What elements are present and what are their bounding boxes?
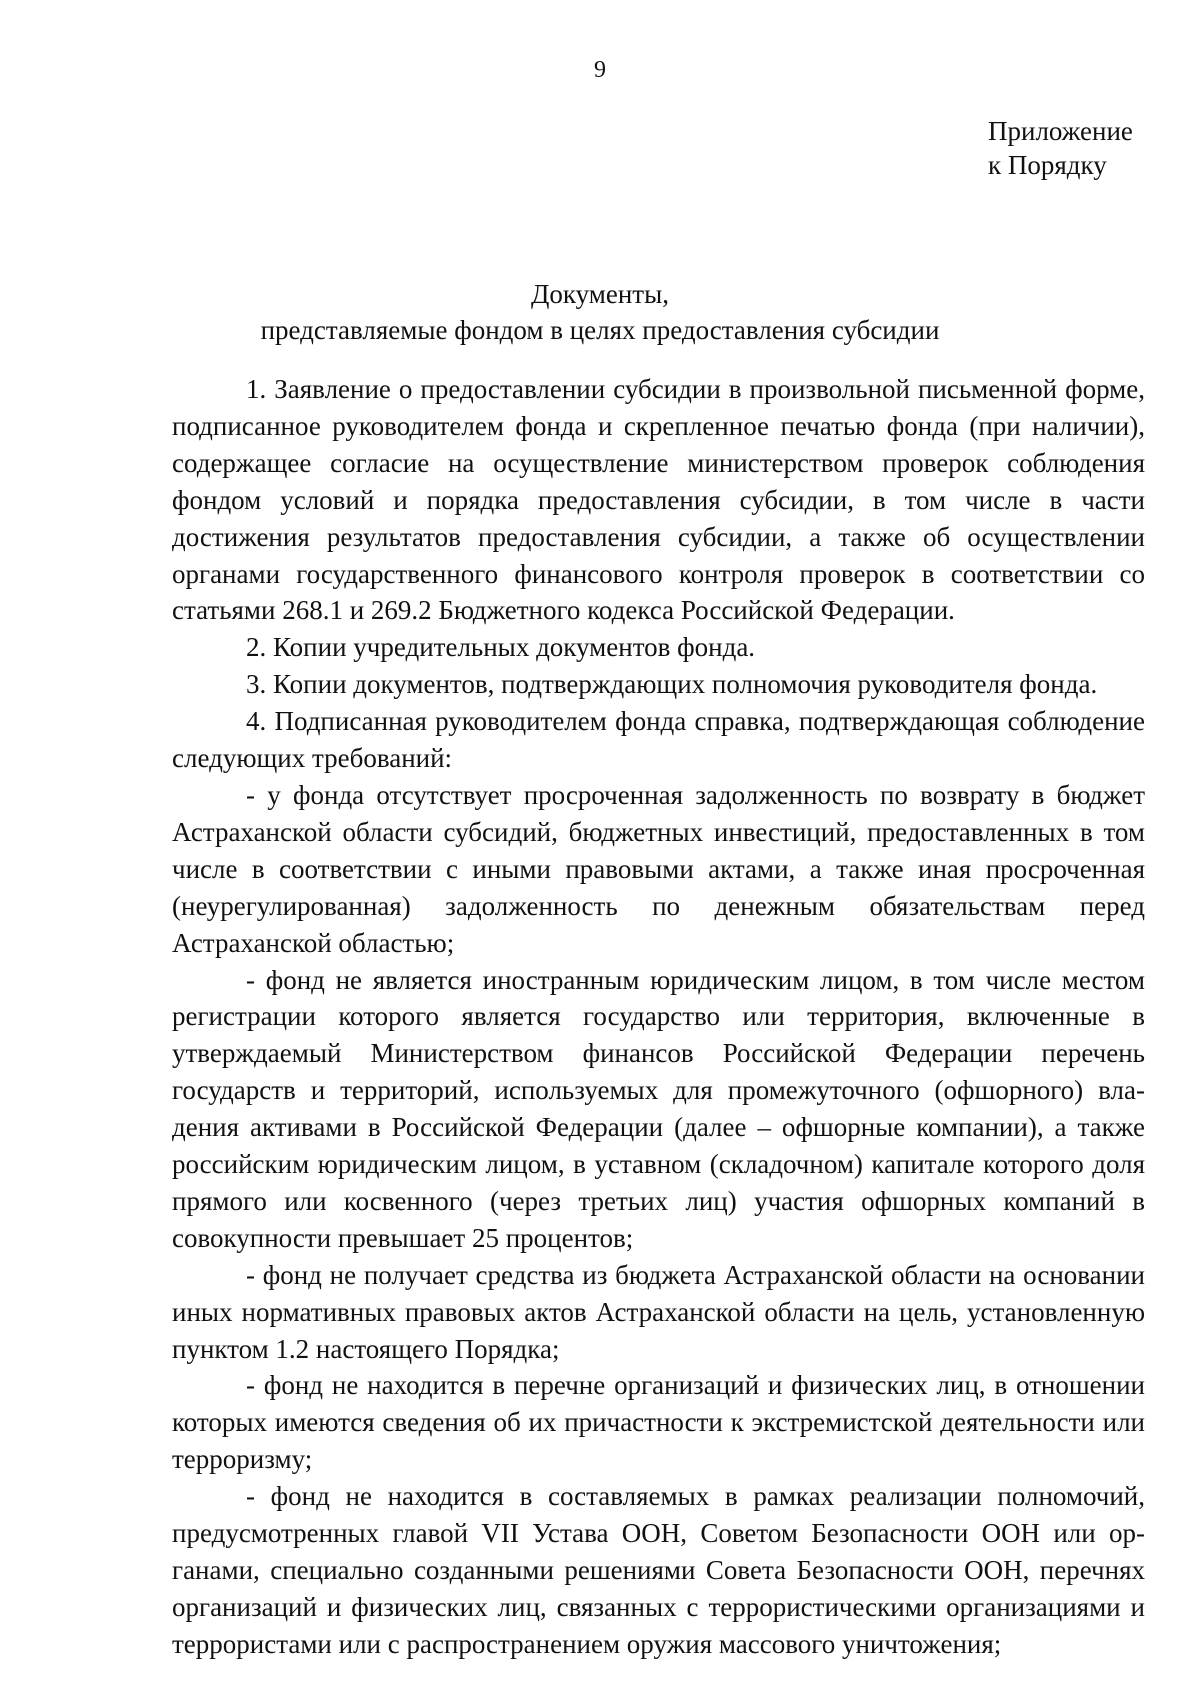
page-number: 9 [594, 57, 606, 83]
requirement-no-debt: - у фонда отсутствует просроченная задолженность по возврату в бюджет Астраханской области субсидий, бюджетных инвестиций, предоставленных в том числе в соответствии с иными правовыми актами, а также иная просроченная (неурегулированная) задолженность по денежным обязательствам перед Астраханской областью; [172, 779, 1145, 958]
appendix-header [988, 114, 1133, 182]
paragraph-item-1: 1. Заявление о предоставлении субсидии в произвольной письменной форме, подписанное руководителем фонда и скрепленное печатью фонда (при наличии), содержащее согласие на осуществление министерством проверок соблюдения фондом условий и порядка предоставления субсидии, в том числе в части достижения результатов предоставления субсидии, а также об осуществлении органами государственного финансового контроля проверок в соответствии со статьями 268.1 и 269.2 Бюджетного кодекса Российской Федерации. [172, 374, 1145, 626]
title-line-2: представляемые фондом в целях предоставления субсидии [260, 315, 940, 345]
requirement-not-un-sanctions-list: - фонд не находится в составляемых в рамках реализации полномочий, предусмотренных главой VII Устава ООН, Советом Безопасности ООН или органами, специально созданными решениями Совета Безопасности ООН, перечнях организаций и физических лиц, связанных с террористическими организациями и террористами или с распространением оружия массового уничтожения; [172, 1481, 1145, 1659]
appendix-line-1: Приложение [988, 116, 1133, 146]
paragraph-item-2: 2. Копии учредительных документов фонда. [246, 632, 756, 663]
title-line-1: Документы, [530, 279, 669, 309]
requirement-no-other-funding: - фонд не получает средства из бюджета Астраханской области на основании иных нормативных правовых актов Астраханской области на цель, установленную пунктом 1.2 настоящего Порядка; [172, 1259, 1145, 1364]
document-title [0, 276, 1200, 348]
paragraph-item-3: 3. Копии документов, подтверждающих полномочия руководителя фонда. [246, 669, 1098, 700]
paragraph-item-4: 4. Подписанная руководителем фонда справка, подтверждающая соблюдение следующих требований: [172, 706, 1145, 774]
requirement-not-extremist-list: - фонд не находится в перечне организаций и физических лиц, в отношении которых имеются сведения об их причастности к экстремистской деятельности или терроризму; [172, 1370, 1145, 1475]
document-body [172, 371, 1145, 1663]
requirement-not-foreign-entity: - фонд не является иностранным юридическим лицом, в том числе местом регистрации которого является государство или территория, включенные в утверждаемый Министерством финансов Российской Федерации перечень государств и территорий, используемых для промежуточного (офшорного) владения активами в Российской Федерации (далее – офшорные компании), а также российским юридическим лицом, в уставном (складочном) капитале которого доля прямого или косвенного (через третьих лиц) участия офшорных компаний в совокупности превышает 25 процентов; [172, 964, 1145, 1253]
appendix-line-2: к Порядку [988, 150, 1107, 180]
